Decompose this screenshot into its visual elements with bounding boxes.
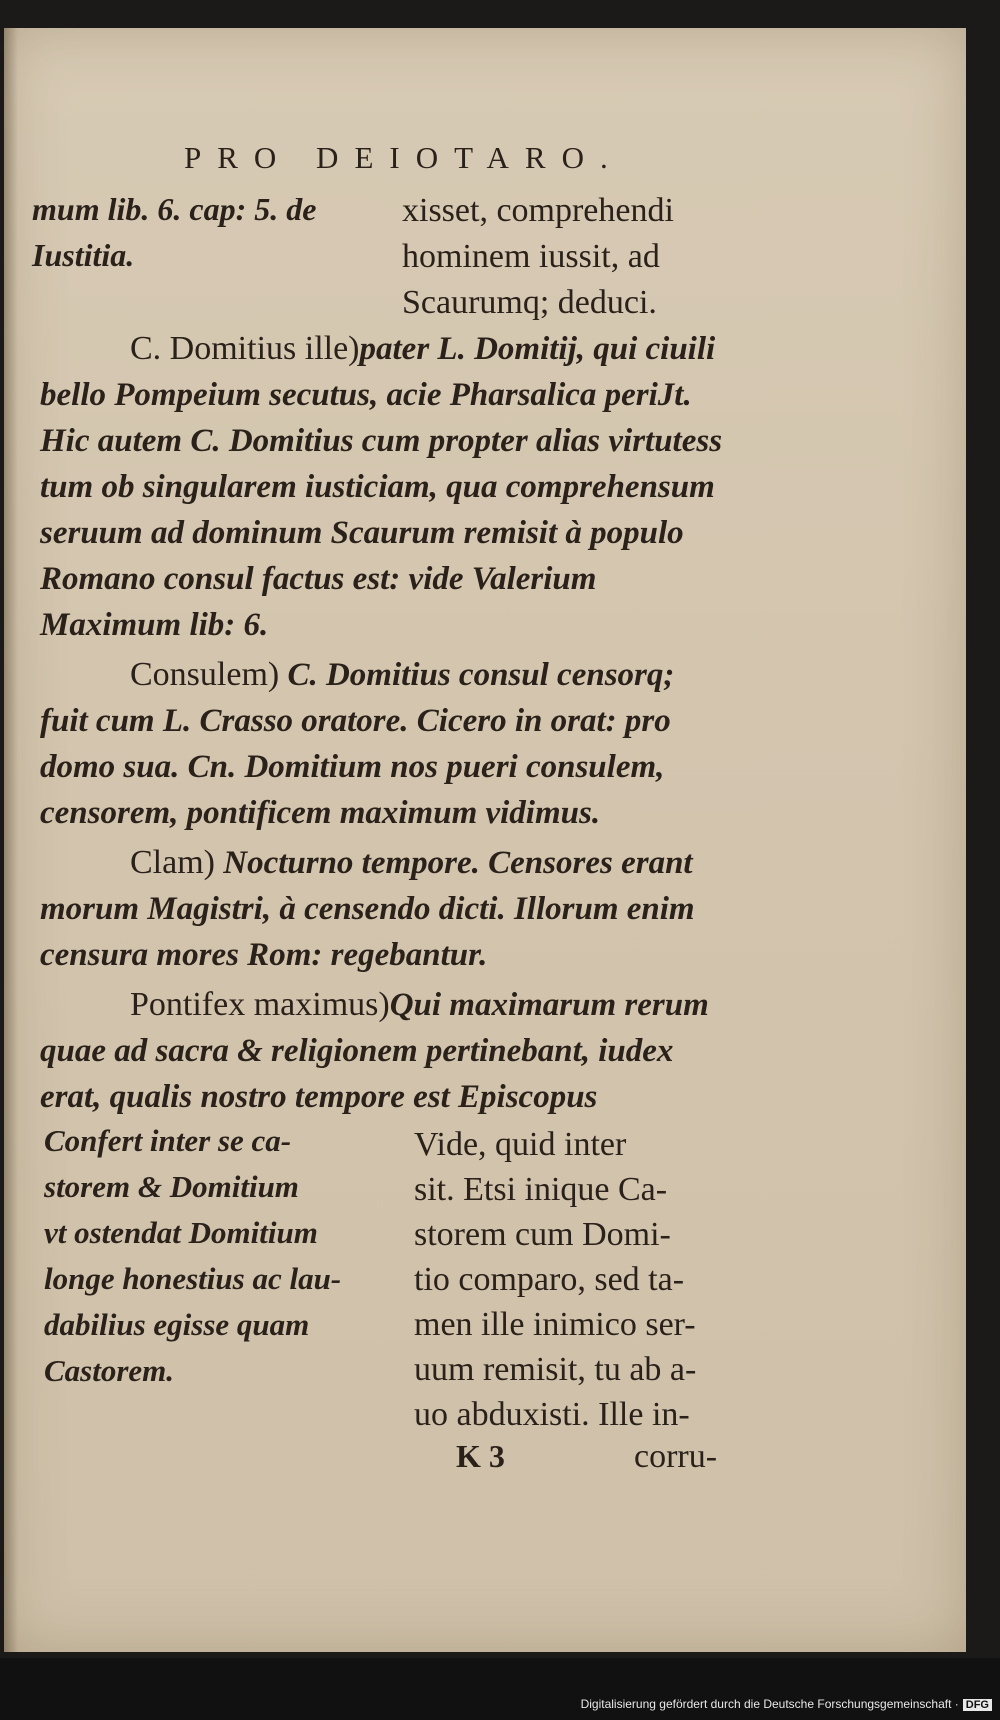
commentary-entry — [40, 840, 730, 978]
text-line: Vide, quid inter — [414, 1126, 627, 1163]
text-line: storem cum Domi- — [414, 1216, 671, 1253]
margin-line: vt ostendat Domitium — [44, 1215, 318, 1250]
text-line: xisset, comprehendi — [402, 192, 674, 229]
top-margin-note — [32, 186, 316, 278]
dfg-logo: DFG — [963, 1699, 992, 1711]
margin-line: Iustitia. — [32, 237, 135, 273]
credit-text: Digitalisierung gefördert durch die Deutsche Forschungsgemeinschaft · — [580, 1697, 959, 1711]
margin-line: dabilius egisse quam — [44, 1307, 310, 1342]
gloss: Qui maximarum rerum quae ad sacra & religionem pertinebant, iudex erat, qualis nostro tempore est Episcopus — [40, 987, 709, 1115]
commentary-block — [40, 326, 730, 1120]
bottom-text — [414, 1122, 696, 1437]
text-line: hominem iussit, ad — [402, 238, 660, 275]
commentary-entry — [40, 982, 730, 1120]
page-gutter-shadow — [4, 28, 18, 1652]
margin-line: mum lib. 6. cap: 5. de — [32, 191, 317, 227]
top-text — [402, 188, 674, 326]
book-page — [4, 28, 966, 1652]
text-line: sit. Etsi inique Ca- — [414, 1171, 668, 1208]
text-line: men ille inimico ser- — [414, 1306, 696, 1343]
margin-line: longe honestius ac lau- — [44, 1261, 342, 1296]
margin-line: Confert inter se ca- — [44, 1123, 292, 1158]
lemma: Consulem) — [130, 656, 280, 693]
digitization-credit — [581, 1697, 992, 1711]
gloss: Nocturno tempore. Censores erant morum Magistri, à censendo dicti. Illorum enim censura mores Rom: regebantur. — [40, 845, 695, 973]
lemma: Clam) — [130, 844, 215, 881]
running-title: PRO DEIOTARO. — [184, 140, 624, 175]
commentary-entry — [40, 326, 730, 648]
lemma: Pontifex maximus) — [130, 986, 390, 1023]
text-line: uum remisit, tu ab a- — [414, 1351, 697, 1388]
gloss: C. Domitius consul censorq; fuit cum L. Crasso oratore. Cicero in orat: pro domo sua. Cn. Domitium nos pueri consulem, censorem, pontificem maximum vidimus. — [40, 657, 675, 831]
commentary-entry — [40, 652, 730, 836]
text-line: uo abduxisti. Ille in- — [414, 1396, 690, 1433]
text-line: Scaurumq; deduci. — [402, 284, 657, 321]
lemma: C. Domitius ille) — [130, 330, 360, 367]
bottom-margin-note — [44, 1118, 341, 1394]
margin-line: storem & Domitium — [44, 1169, 299, 1204]
gloss: pater L. Domitij, qui ciuili bello Pompeium secutus, acie Pharsalica periJt. Hic autem C. Domitius cum propter alias virtutess tum ob singularem iusticiam, qua comprehensum seruum ad dominum Scaurum remisit à populo Romano consul factus est: vide Valerium Maximum lib: 6. — [40, 331, 723, 643]
catchword: corru- — [634, 1438, 718, 1475]
signature-mark: K 3 — [456, 1438, 505, 1474]
margin-line: Castorem. — [44, 1353, 175, 1388]
text-line: tio comparo, sed ta- — [414, 1261, 685, 1298]
